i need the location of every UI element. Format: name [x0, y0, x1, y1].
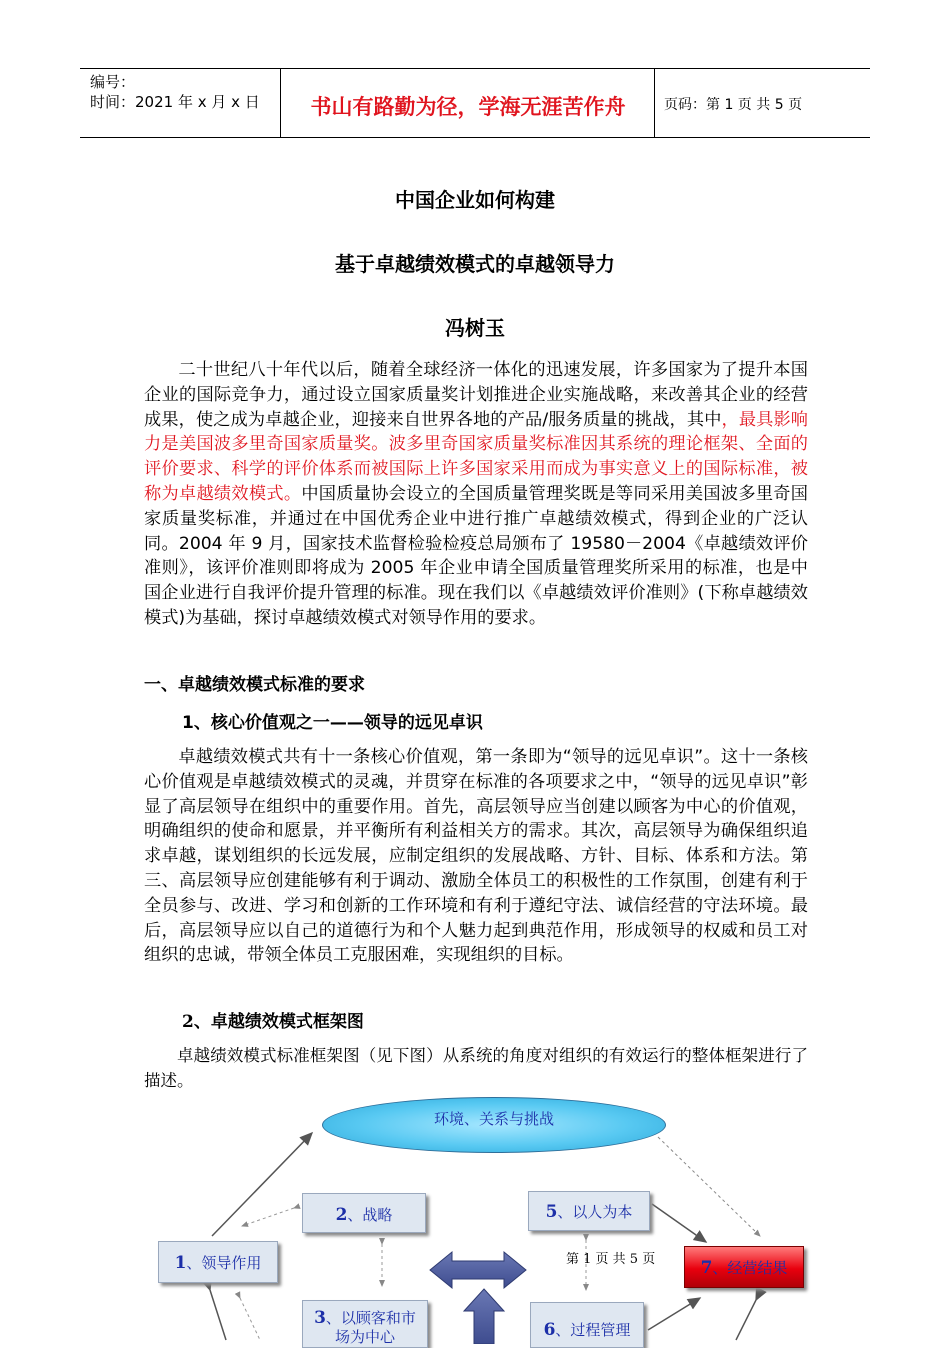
page-number-mark: 第 1 页 共 5 页	[566, 1252, 656, 1267]
doc-subtitle: 基于卓越绩效模式的卓越领导力	[335, 252, 615, 276]
time-label: 时间：2021 年 x 月 x 日	[90, 93, 260, 111]
connector-arrow	[240, 1298, 260, 1340]
box-label: 、领导作用	[186, 1254, 262, 1272]
box-number: 1	[174, 1253, 187, 1273]
environment-ellipse: 环境、关系与挑战	[322, 1097, 666, 1153]
box-label: 、过程管理	[555, 1321, 631, 1339]
intro-text: 二十世纪八十年代以后，随着全球经济一体化的迅速发展，许多国家为了提升本国企业的国际竞争力，通过设立国家质量奖计划推进企业实施战略，来改善其企业的经营成果，使之成为卓越企业，迎接来自世界各地的产品/服务质量的挑战，其中	[144, 360, 808, 430]
box-leadership	[158, 1241, 278, 1283]
box-number: 7	[700, 1258, 713, 1278]
box-label: 、战略	[347, 1206, 393, 1224]
doc-author: 冯树玉	[445, 316, 505, 340]
connector-arrow	[210, 1290, 226, 1340]
box-process	[530, 1302, 644, 1348]
box-number: 3	[314, 1308, 326, 1328]
subsection-heading: 2、卓越绩效模式框架图	[182, 1012, 364, 1032]
box-customer-market	[302, 1300, 428, 1348]
core-values-paragraph: 卓越绩效模式共有十一条核心价值观，第一条即为“领导的远见卓识”。这十一条核心价值观是卓越绩效模式的灵魂，并贯穿在标准的各项要求之中，“领导的远见卓识”彰显了高层领导在组织中的重要作用。首先，高层领导应当创建以顾客为中心的价值观，明确组织的使命和愿景，并平衡所有利益相关方的需求。其次，高层领导为确保组织追求卓越，谋划组织的长远发展，应制定组织的发展战略、方针、目标、体系和方法。第三、高层领导应创建能够有利于调动、激励全体员工的积极性的工作氛围，创建有利于全员参与、改进、学习和创新的工作环境和有利于遵纪守法、诚信经营的守法环境。最后，高层领导应以自己的道德行为和个人魅力起到典范作用，形成领导的权威和员工对组织的忠诚，带领全体员工克服困难，实现组织的目标。	[144, 747, 808, 966]
box-label: 、经营结果	[712, 1259, 788, 1277]
header-motto: 书山有路勤为径，学海无涯苦作舟	[310, 94, 626, 119]
box-label: 场为中心	[334, 1328, 395, 1346]
box-number: 2	[335, 1205, 348, 1225]
intro-highlight: ，最具影响力是美国波多里奇国家质量奖。波多里奇国家质量奖标准因其系统的理论框架、全面的评价要求、科学的评价体系而被国际上许多国家采用而成为事实意义上的国际标准，被称为卓越绩效模式。	[144, 409, 808, 504]
header-page-info: 页码：第 1 页 共 5 页	[664, 97, 803, 113]
doc-title: 中国企业如何构建	[395, 188, 555, 212]
connector-arrow	[648, 1298, 700, 1330]
connector-arrow	[652, 1204, 706, 1242]
connector-arrow	[736, 1300, 756, 1340]
connector-arrow	[242, 1208, 294, 1226]
intro-text-continued: 中国质量协会设立的全国质量管理奖既是等同采用美国波多里奇国家质量奖标准，并通过在中国优秀企业中进行推广卓越绩效模式，得到企业的广泛认同。2004 年 9 月，国家技术监督检验检疫总局颁布了 19580－2004《卓越绩效评价准则》，该评价准则即将成为 2005 年企业申请全国质量管理奖所采用的标准，也是中国企业进行自我评价提升管理的标准。现在我们以《卓越绩效评价准则》(下称卓越绩效模式)为基础，探讨卓越绩效模式对领导作用的要求。	[144, 483, 808, 628]
up-arrow-shape	[464, 1289, 504, 1344]
box-label: 、以顾客和市	[325, 1309, 416, 1327]
box-people	[528, 1191, 650, 1231]
framework-paragraph: 卓越绩效模式标准框架图（见下图）从系统的角度对组织的有效运行的整体框架进行了描述。	[144, 1046, 808, 1090]
box-strategy	[302, 1193, 426, 1233]
number-label: 编号：	[90, 73, 136, 91]
subsection-heading: 1、核心价值观之一——领导的远见卓识	[182, 713, 483, 733]
double-arrow-shape	[430, 1252, 526, 1288]
box-label: 、以人为本	[557, 1203, 633, 1221]
box-number: 6	[543, 1320, 556, 1340]
connector-arrow	[658, 1137, 760, 1236]
box-results	[684, 1246, 804, 1288]
section-heading: 一、卓越绩效模式标准的要求	[144, 675, 365, 695]
connector-arrow	[212, 1133, 312, 1236]
box-number: 5	[545, 1202, 558, 1222]
